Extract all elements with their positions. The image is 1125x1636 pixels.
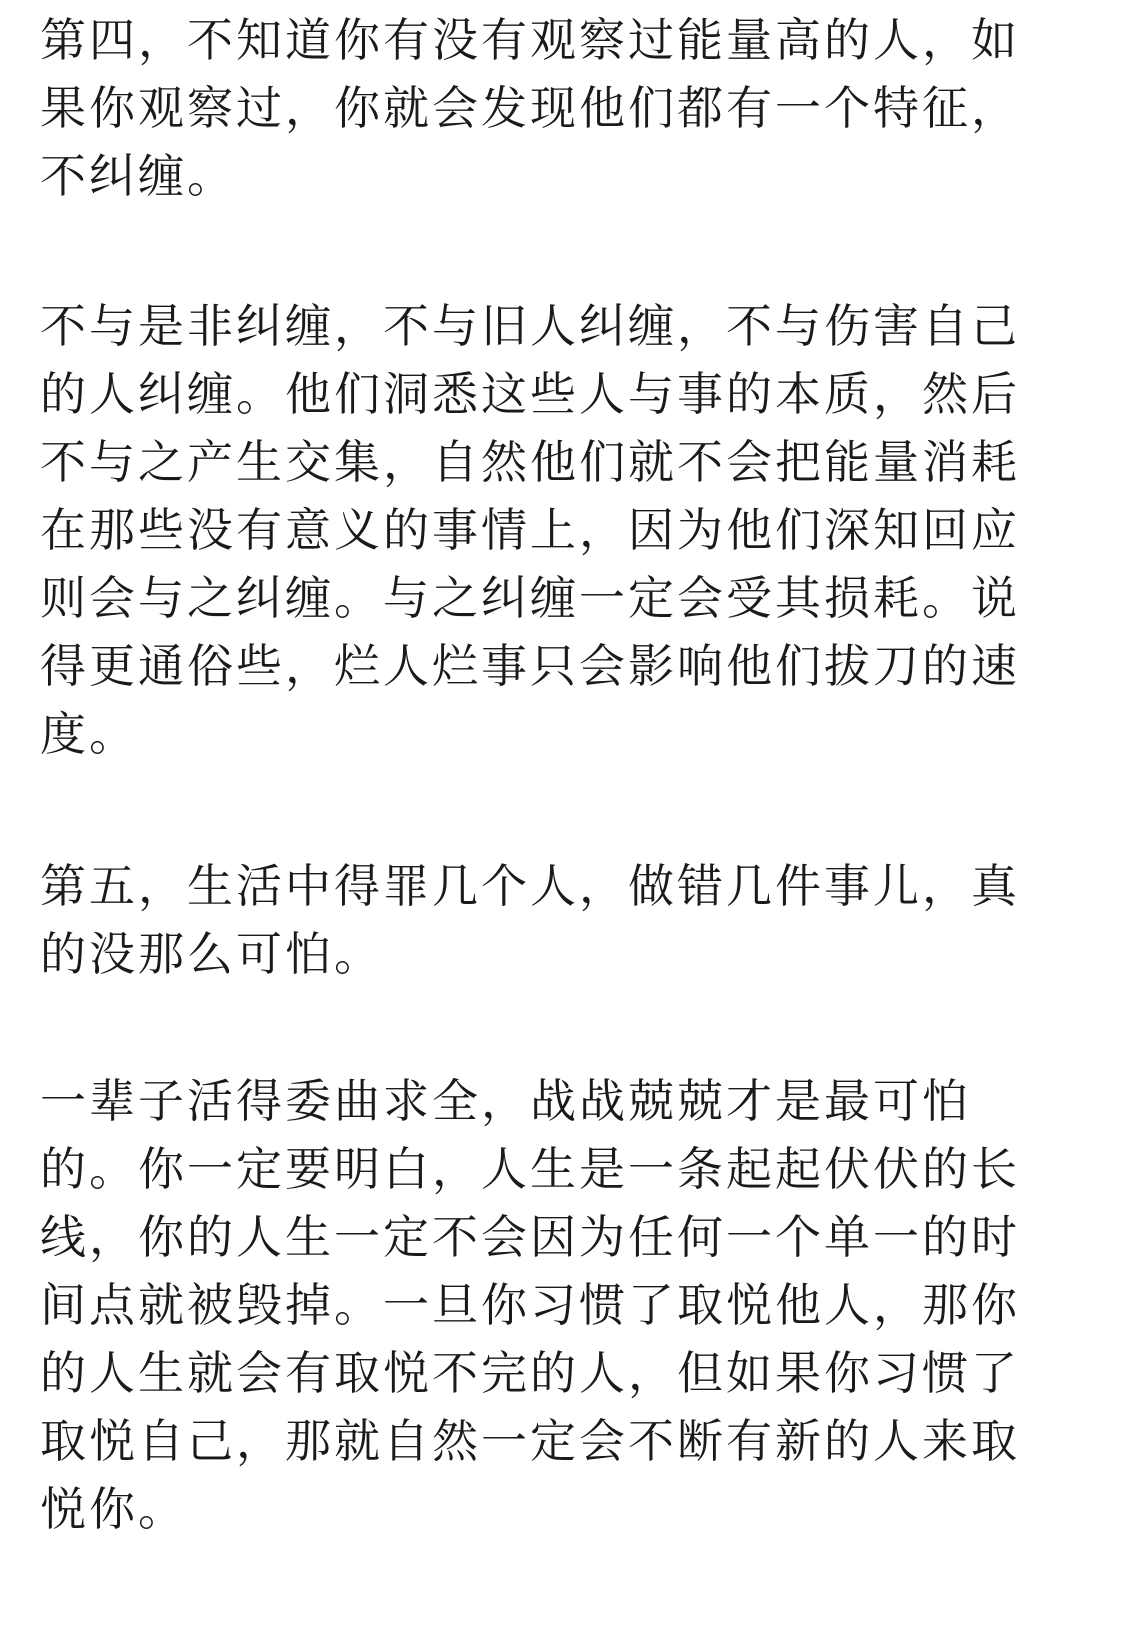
text-line: 取悦自己，那就自然一定会不断有新的人来取: [40, 1414, 1020, 1468]
paragraph-no-entanglement: [40, 292, 1085, 768]
text-line: 得更通俗些，烂人烂事只会影响他们拔刀的速: [40, 639, 1020, 693]
text-line: 的人生就会有取悦不完的人，但如果你习惯了: [40, 1346, 1020, 1400]
text-line: 不纠缠。: [40, 149, 236, 203]
text-line: 在那些没有意义的事情上，因为他们深知回应: [40, 503, 1020, 557]
text-line: 线，你的人生一定不会因为任何一个单一的时: [40, 1210, 1020, 1264]
text-line: 不与之产生交集，自然他们就不会把能量消耗: [40, 435, 1020, 489]
text-line: 不与是非纠缠，不与旧人纠缠，不与伤害自己: [40, 299, 1020, 353]
text-line: 第四，不知道你有没有观察过能量高的人，如: [40, 13, 1020, 67]
text-line: 的没那么可怕。: [40, 927, 383, 981]
text-line: 悦你。: [40, 1482, 187, 1536]
text-line: 一辈子活得委曲求全，战战兢兢才是最可怕: [40, 1074, 971, 1128]
paragraph-fourth-point: [40, 6, 1085, 210]
paragraph-please-yourself: [40, 1067, 1085, 1543]
text-line: 间点就被毁掉。一旦你习惯了取悦他人，那你: [40, 1278, 1020, 1332]
text-line: 第五，生活中得罪几个人，做错几件事儿，真: [40, 859, 1020, 913]
text-line: 的。你一定要明白，人生是一条起起伏伏的长: [40, 1142, 1020, 1196]
text-line: 度。: [40, 707, 138, 761]
text-line: 的人纠缠。他们洞悉这些人与事的本质，然后: [40, 367, 1020, 421]
text-line: 则会与之纠缠。与之纠缠一定会受其损耗。说: [40, 571, 1020, 625]
paragraph-fifth-point: [40, 852, 1085, 988]
text-line: 果你观察过，你就会发现他们都有一个特征，: [40, 81, 1020, 135]
